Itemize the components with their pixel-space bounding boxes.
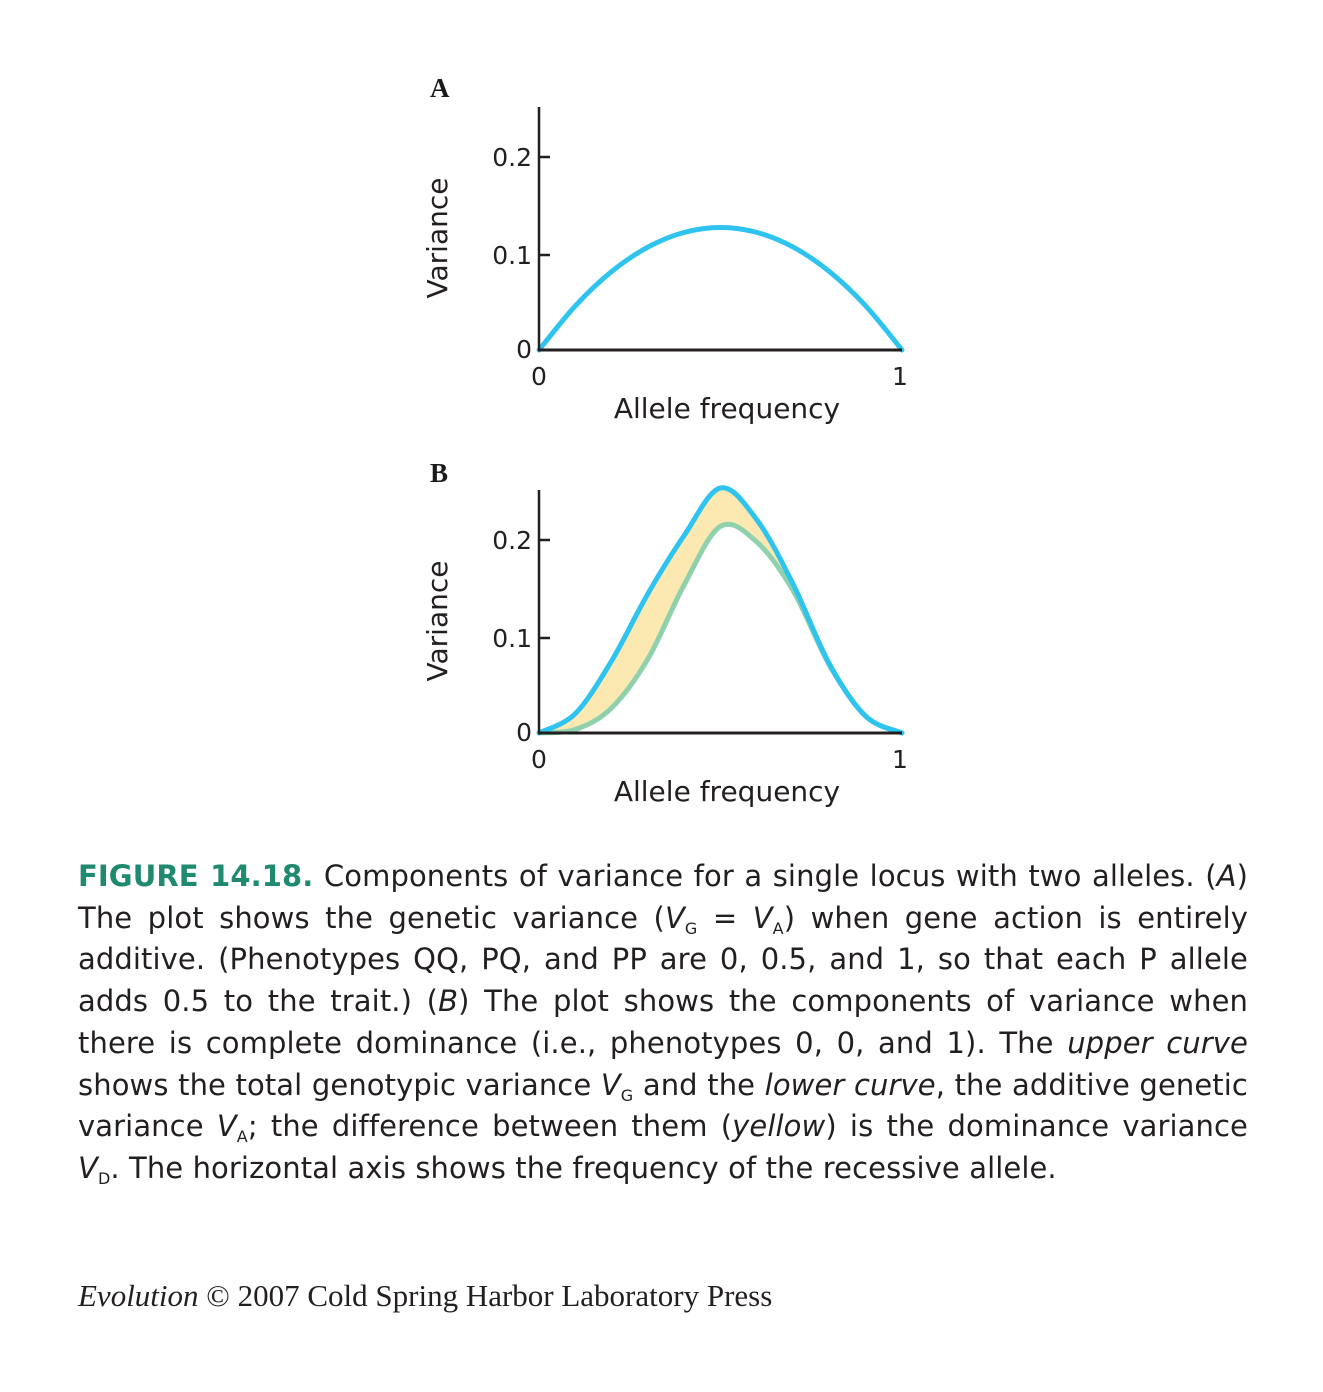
caption-italic-yellow: yellow (732, 1109, 826, 1144)
panel-b-y-axis-title: Variance (421, 560, 454, 682)
caption-text: ) The plot shows the components of variance when there is complete dominance (i.e., phenotypes 0, 0, and 1). The (78, 984, 1248, 1060)
caption-subscript-a: A (236, 1127, 248, 1147)
caption-symbol-v: V (752, 900, 773, 935)
credit-book-title: Evolution (78, 1278, 199, 1313)
caption-text: . The horizontal axis shows the frequency of the recessive allele. (110, 1150, 1057, 1185)
panel-b-y-tick-label-0.1: 0.1 (492, 624, 532, 653)
caption-text: and the (633, 1067, 765, 1102)
caption-text: ) is the dominance variance (825, 1109, 1248, 1144)
caption-text: ) when gene action is entirely additive. (Phenotypes QQ, PQ, and PP are 0, 0.5, and 1, so that each P allele adds 0.5 to the trait.) ( (78, 900, 1248, 1019)
panel-a-chart (421, 73, 908, 425)
caption-symbol-v: V (78, 1150, 98, 1185)
panel-a-x-tick-label-0: 0 (531, 362, 547, 391)
panel-b-x-axis-title: Allele frequency (613, 775, 841, 808)
caption-italic-a: A (1216, 859, 1237, 893)
panel-b-x-tick-label-1: 1 (892, 745, 908, 774)
panel-b-x-tick-label-0: 0 (531, 745, 547, 774)
caption-subscript-a: A (772, 918, 784, 938)
caption-text: ) The plot shows the genetic variance ( (78, 859, 1248, 935)
panel-a-y-tick-label-0.2: 0.2 (492, 143, 532, 172)
panel-b-y-tick-label-0: 0 (516, 718, 532, 747)
caption-italic-lower-curve: lower curve (764, 1067, 936, 1102)
panel-a-x-tick-label-1: 1 (892, 362, 908, 391)
panel-a-y-axis-title: Variance (421, 177, 454, 299)
figure-label: FIGURE 14.18. (78, 859, 314, 893)
panel-a-variance-curve (539, 228, 902, 351)
panel-a-x-axis-title: Allele frequency (613, 392, 841, 425)
caption-text: shows the total genotypic variance (78, 1067, 601, 1102)
panel-a-y-tick-label-0.1: 0.1 (492, 241, 532, 270)
caption-text: , the additive genetic variance (78, 1067, 1248, 1144)
panel-b-chart (421, 458, 908, 808)
panel-a-y-tick-label-0: 0 (516, 335, 532, 364)
caption-italic-upper-curve: upper curve (1067, 1025, 1249, 1060)
panel-a-letter: A (430, 73, 450, 103)
caption-italic-b: B (438, 984, 459, 1019)
caption-symbol-v: V (600, 1067, 621, 1102)
caption-text: Components of variance for a single locus with two alleles. ( (313, 859, 1217, 893)
credit-text: © 2007 Cold Spring Harbor Laboratory Press (198, 1278, 773, 1313)
figure-caption (78, 856, 1248, 1190)
caption-equals: = (697, 900, 753, 935)
caption-subscript-g: G (684, 918, 698, 938)
panel-b-y-tick-label-0.2: 0.2 (492, 526, 532, 555)
caption-symbol-v: V (216, 1109, 237, 1144)
caption-text: ; the difference between them ( (247, 1109, 733, 1144)
caption-symbol-v: V (664, 900, 685, 935)
panel-b-letter: B (430, 458, 449, 488)
caption-subscript-d: D (97, 1168, 111, 1188)
copyright-credit (78, 1278, 772, 1314)
caption-subscript-g: G (620, 1085, 634, 1105)
